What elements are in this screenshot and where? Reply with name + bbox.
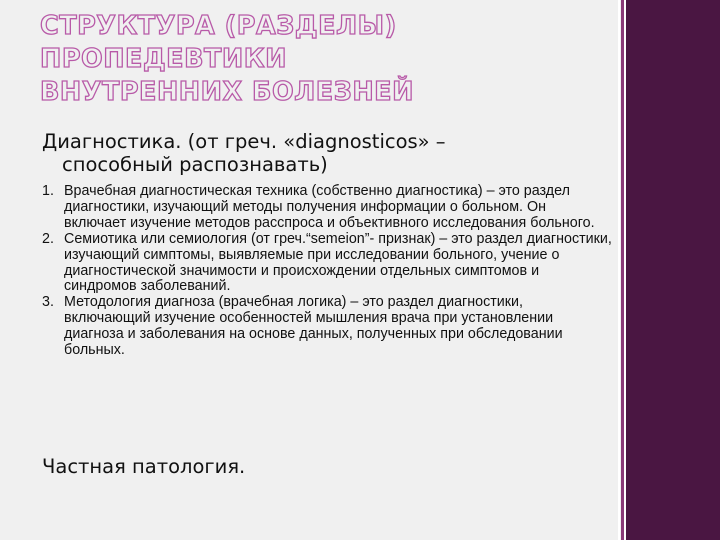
list-item-number: 2. xyxy=(42,230,54,247)
list-item xyxy=(42,184,612,232)
definition-line: способный распознавать) xyxy=(62,153,328,176)
slide-title-line: СТРУКТУРА (РАЗДЕЛЫ) ПРОПЕДЕВТИКИ xyxy=(40,11,397,74)
definition xyxy=(42,130,612,176)
definition-line: Диагностика. (от греч. «diagnosticos» – xyxy=(42,130,446,153)
list-item-number: 1. xyxy=(42,183,54,199)
list-item-text: Семиотика или семиология (от греч.“semeion”- признак) – это раздел диагностики, изучающий симптомы, выявляемые при исследовании больного, учение о диагностической значимости и происхождении отдельных симптомов и синдромов заболеваний. xyxy=(64,230,612,295)
list-item-text: Методология диагноза (врачебная логика) – это раздел диагностики, включающий изучение особенностей мышления врача при установлении диагноза и заболевания на основе данных, полученных при обследовании больных. xyxy=(64,294,563,359)
sections-list xyxy=(42,184,612,359)
list-item-text: Врачебная диагностическая техника (собственно диагностика) – это раздел диагностики, изучающий методы получения информации о больном. Он включает изучение методов расспроса и объективного исследования больного. xyxy=(64,183,595,231)
partial-pathology-heading: Частная патология. xyxy=(42,455,246,478)
side-panel xyxy=(626,0,720,540)
list-item xyxy=(42,295,612,359)
divider-stripe xyxy=(618,0,620,540)
slide-title xyxy=(40,10,610,109)
slide-title-line: ВНУТРЕННИХ БОЛЕЗНЕЙ xyxy=(40,77,414,107)
list-item-number: 3. xyxy=(42,294,54,311)
list-item xyxy=(42,232,612,296)
